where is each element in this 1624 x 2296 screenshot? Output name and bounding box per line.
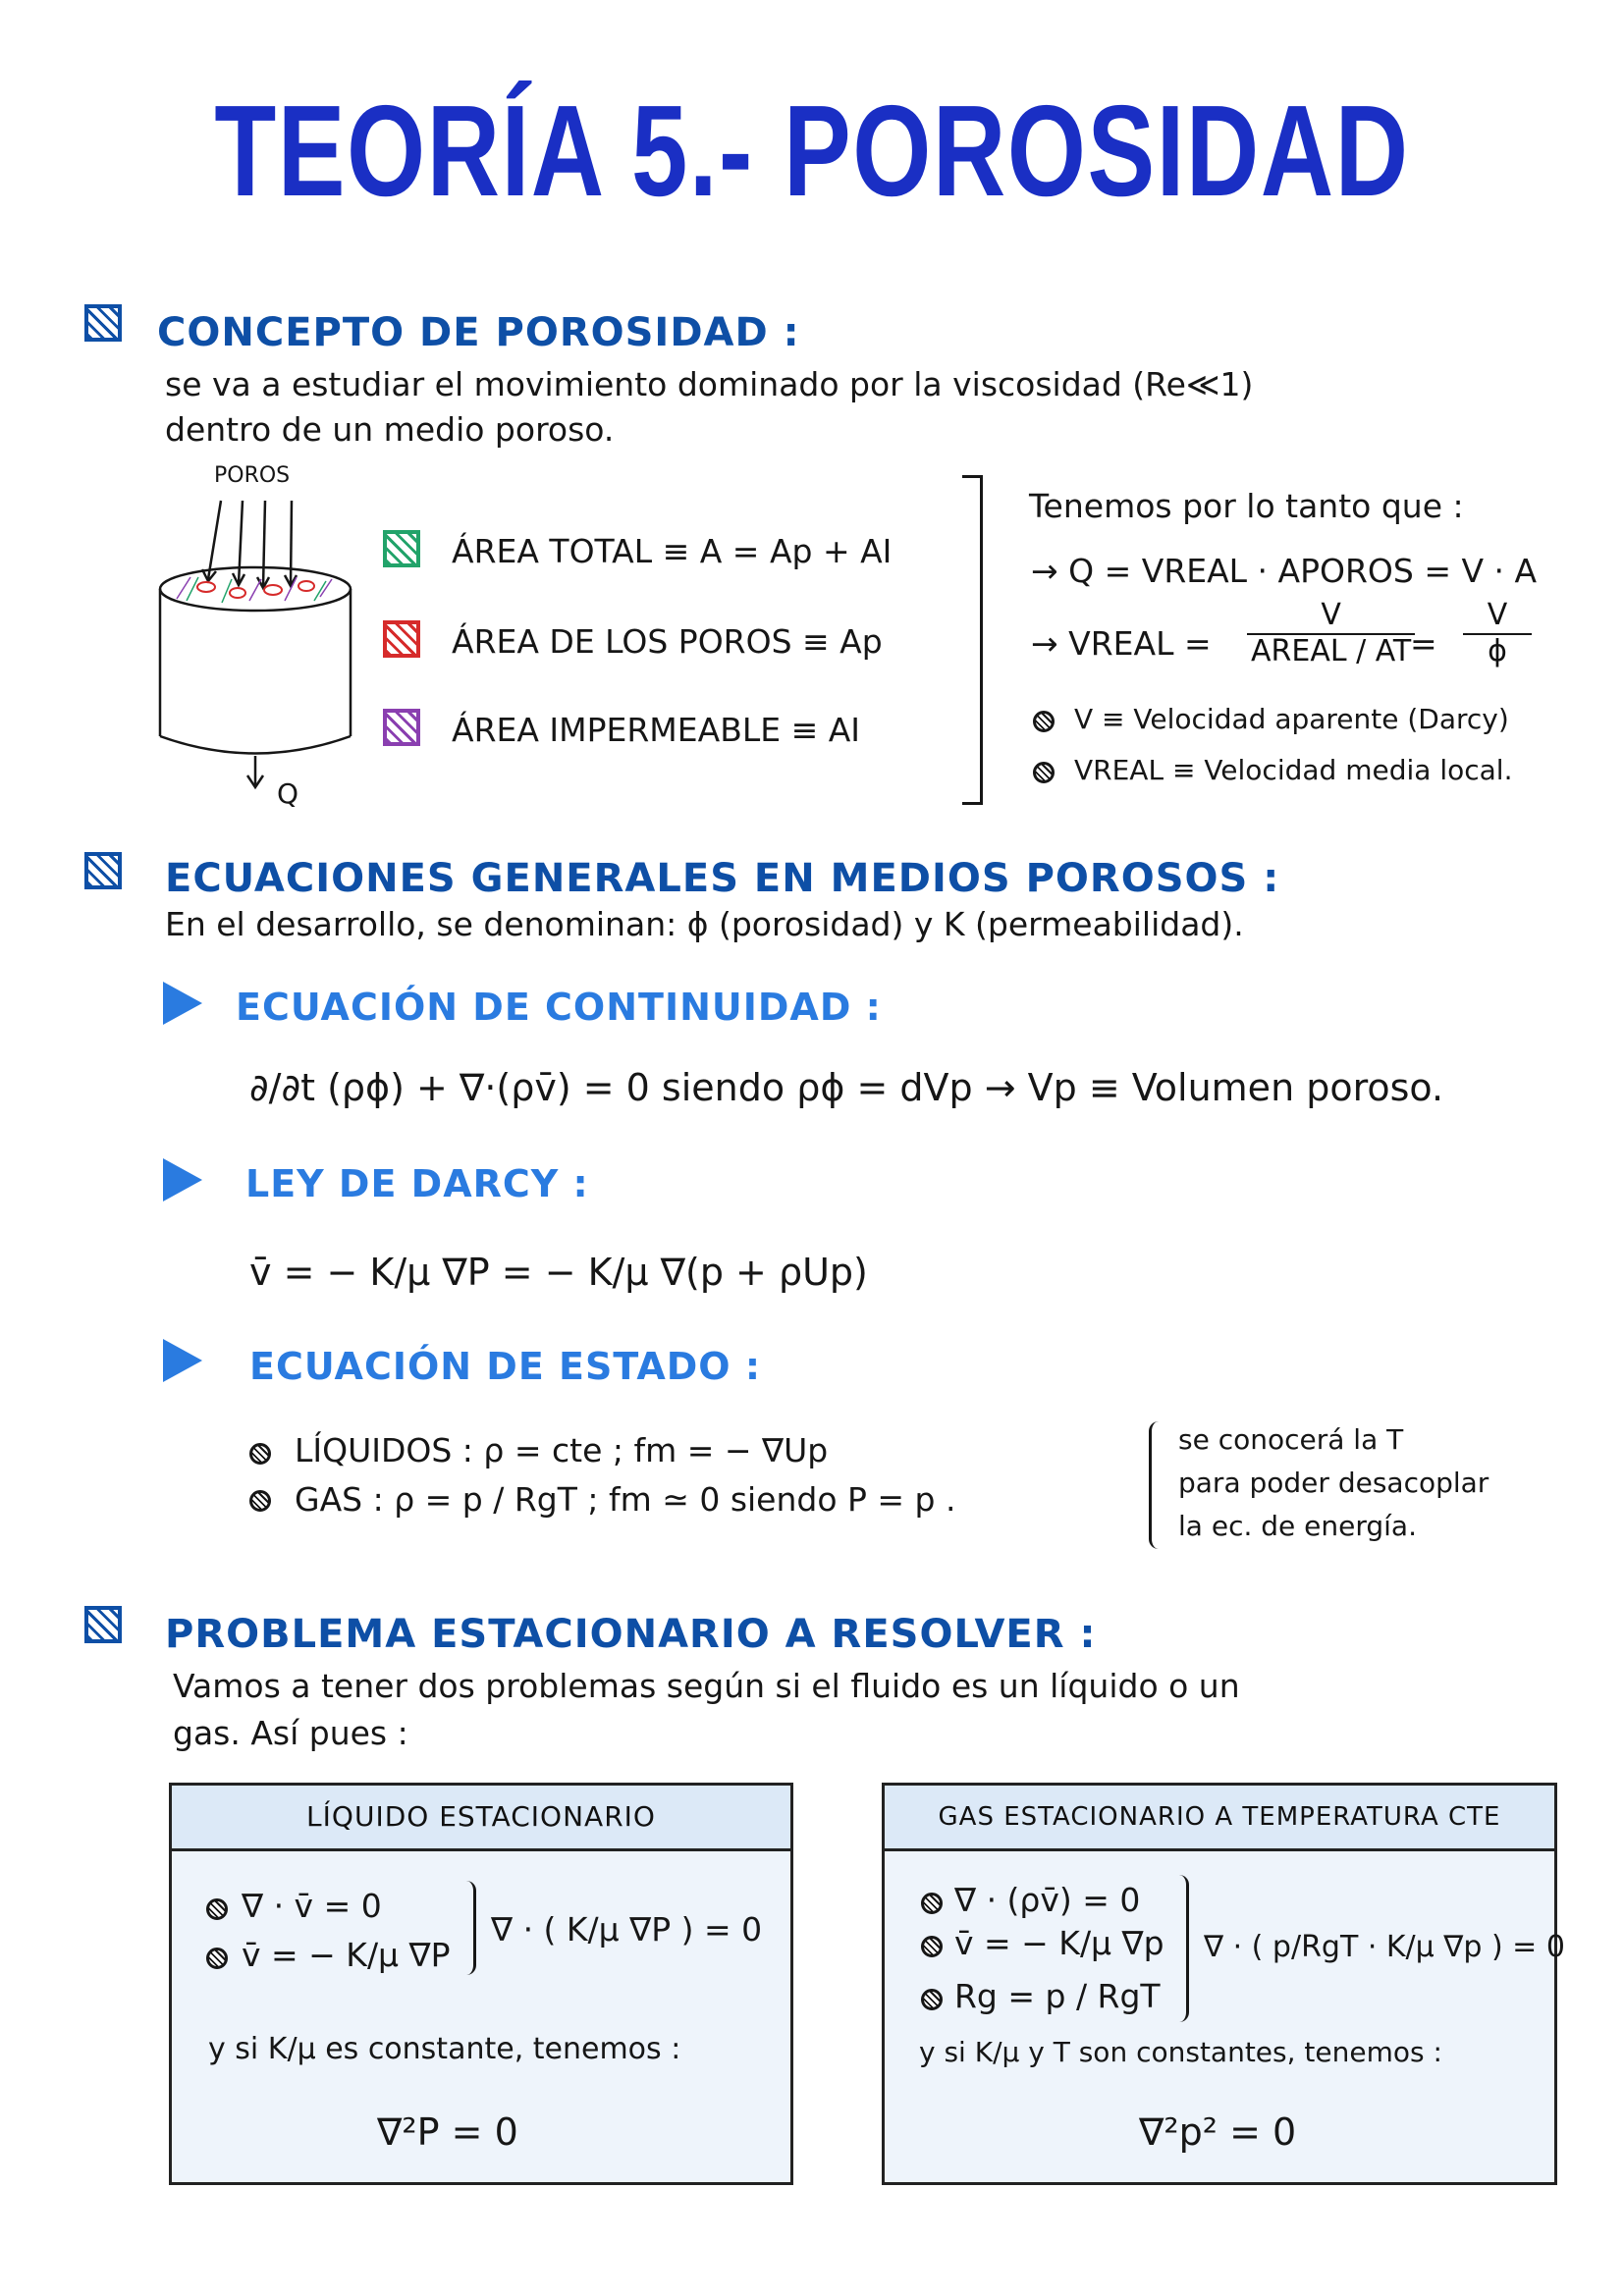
flow-equation: → Q = VREAL · APOROS = V · A: [1031, 552, 1538, 590]
box-result-equation: ∇ · ( K/μ ∇P ) = 0: [491, 1910, 763, 1949]
body-text: gas. Así pues :: [173, 1714, 408, 1752]
poros-label: POROS: [214, 463, 291, 488]
def-vreal-text: VREAL ≡ Velocidad media local.: [1074, 754, 1513, 786]
bullet-icon: [921, 1989, 943, 2010]
right-brace: [962, 475, 983, 805]
subsection-heading: ECUACIÓN DE ESTADO :: [249, 1345, 762, 1388]
box-final-result: ∇²p² = 0: [1139, 2110, 1297, 2154]
liquid-state-eq: LÍQUIDOS : ρ = cte ; fm = − ∇Up: [295, 1431, 829, 1469]
right-brace: [461, 1881, 476, 1975]
body-text: dentro de un medio poroso.: [165, 410, 615, 449]
section-heading: CONCEPTO DE POROSIDAD :: [157, 310, 800, 355]
box-result-equation: ∇ · ( p/RgT · K/μ ∇p ) = 0: [1204, 1930, 1565, 1964]
section-bullet-icon: [84, 1606, 122, 1643]
page-title: TEORÍA 5.- POROSIDAD: [214, 79, 1410, 223]
box-condition: y si K/μ y T son constantes, tenemos :: [919, 2036, 1442, 2068]
box-equation: v̄ = − K/μ ∇P: [242, 1936, 451, 1974]
box-condition: y si K/μ es constante, tenemos :: [208, 2032, 681, 2066]
box-title: GAS ESTACIONARIO A TEMPERATURA CTE: [885, 1786, 1554, 1851]
bullet-icon: [249, 1490, 271, 1512]
vreal-lhs: → VREAL =: [1031, 624, 1212, 663]
q-label: Q: [277, 777, 299, 810]
area-poros-text: ÁREA DE LOS POROS ≡ Ap: [452, 622, 883, 661]
fraction-denominator: ϕ: [1488, 633, 1507, 668]
green-area-icon: [383, 530, 420, 567]
body-text: se va a estudiar el movimiento dominado por la viscosidad (Re≪1): [165, 365, 1254, 403]
porous-cylinder-diagram: [147, 491, 363, 805]
subsection-arrow-icon: [163, 1158, 202, 1201]
box-equation: ∇ · (ρv̄) = 0: [954, 1881, 1141, 1919]
subsection-arrow-icon: [163, 982, 202, 1025]
purple-area-icon: [383, 709, 420, 746]
red-area-icon: [383, 620, 420, 658]
fraction-numerator: V: [1463, 599, 1532, 635]
box-final-result: ∇²P = 0: [377, 2110, 518, 2154]
vreal-fraction-2: [1463, 599, 1532, 668]
box-equation: Rg = p / RgT: [954, 1977, 1161, 2015]
bullet-icon: [921, 1893, 943, 1914]
note-text: para poder desacoplar: [1178, 1467, 1489, 1499]
box-title: LÍQUIDO ESTACIONARIO: [172, 1786, 790, 1851]
bullet-icon: [249, 1443, 271, 1465]
subsection-heading: LEY DE DARCY :: [245, 1162, 589, 1205]
continuity-equation: ∂/∂t (ρϕ) + ∇·(ρv̄) = 0 siendo ρϕ = dVp → Vp ≡ Volumen poroso.: [249, 1066, 1444, 1109]
section-heading: ECUACIONES GENERALES EN MEDIOS POROSOS :: [165, 856, 1280, 901]
area-total-text: ÁREA TOTAL ≡ A = Ap + AI: [452, 532, 893, 570]
fraction-denominator: AREAL / AT: [1251, 633, 1412, 668]
bullet-icon: [921, 1936, 943, 1957]
subsection-heading: ECUACIÓN DE CONTINUIDAD :: [236, 986, 882, 1029]
section-bullet-icon: [84, 852, 122, 889]
fraction-numerator: V: [1247, 599, 1415, 635]
bullet-icon: [1033, 711, 1055, 732]
box-equation: ∇ · v̄ = 0: [242, 1887, 382, 1925]
equals-sign: =: [1410, 624, 1437, 663]
note-text: se conocerá la T: [1178, 1423, 1404, 1456]
right-brace: [1174, 1875, 1189, 2022]
bullet-icon: [206, 1898, 228, 1920]
bullet-icon: [206, 1948, 228, 1969]
left-brace: [1149, 1421, 1167, 1549]
bullet-icon: [1033, 762, 1055, 783]
vreal-fraction-1: [1247, 599, 1415, 668]
section-heading: PROBLEMA ESTACIONARIO A RESOLVER :: [165, 1612, 1097, 1657]
gas-state-eq: GAS : ρ = p / RgT ; fm ≃ 0 siendo P = p .: [295, 1480, 956, 1519]
body-text: En el desarrollo, se denominan: ϕ (porosidad) y K (permeabilidad).: [165, 905, 1244, 943]
note-text: la ec. de energía.: [1178, 1510, 1417, 1542]
body-text: Vamos a tener dos problemas según si el fluido es un líquido o un: [173, 1667, 1240, 1705]
def-v-text: V ≡ Velocidad aparente (Darcy): [1074, 703, 1509, 735]
section-bullet-icon: [84, 304, 122, 342]
tenemos-text: Tenemos por lo tanto que :: [1029, 487, 1464, 525]
subsection-arrow-icon: [163, 1339, 202, 1382]
box-equation: v̄ = − K/μ ∇p: [954, 1924, 1164, 1962]
area-impermeable-text: ÁREA IMPERMEABLE ≡ AI: [452, 711, 861, 749]
darcy-equation: v̄ = − K/μ ∇P = − K/μ ∇(p + ρUp): [249, 1251, 868, 1294]
